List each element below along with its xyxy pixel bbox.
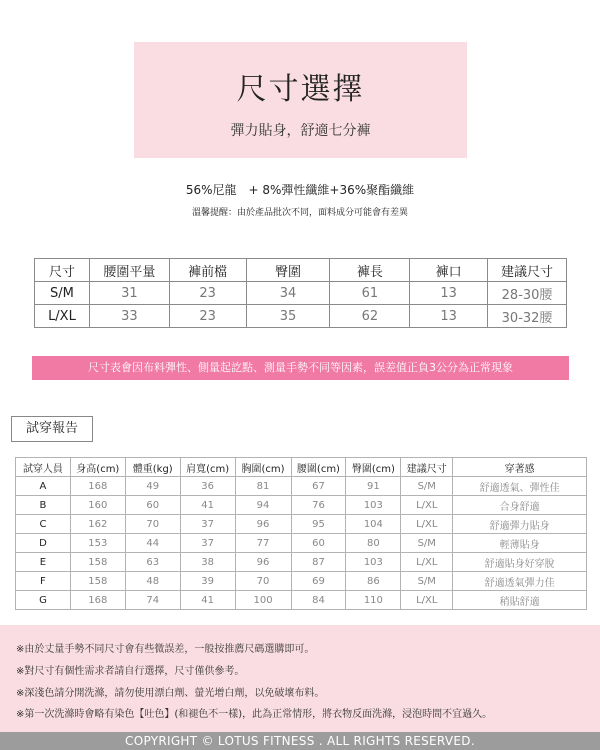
report-row [16,534,587,553]
report-cell: 158 [70,572,125,591]
size-tolerance-note: 尺寸表會因布料彈性、側量起訖點、測量手勢不同等因素，誤差值正負3公分為正常現象 [32,356,569,380]
report-row [16,496,587,515]
report-cell: 153 [70,534,125,553]
care-note: ※第一次洗滌時會略有染色【吐色】(和褪色不一樣)，此為正常情形，將衣物反面洗滌，浸泡時間不宜過久。 [16,709,493,720]
report-cell: G [16,591,71,610]
report-cell: 160 [70,496,125,515]
fitting-report-label: 試穿報告 [11,416,93,442]
report-cell: L/XL [401,496,453,515]
care-notes [0,625,600,733]
report-cell: 49 [125,477,180,496]
report-cell: E [16,553,71,572]
report-cell: 60 [291,534,346,553]
report-cell: 37 [180,534,235,553]
report-cell: L/XL [401,515,453,534]
report-cell: S/M [401,572,453,591]
size-table-header [35,259,567,282]
report-header-cell: 試穿人員 [16,458,71,477]
report-cell: 96 [235,515,291,534]
report-cell: 60 [125,496,180,515]
size-header-cell: 臀圍 [246,259,330,282]
report-cell: 104 [346,515,401,534]
report-cell: 63 [125,553,180,572]
size-cell: 28-30腰 [488,282,567,305]
report-cell: 70 [125,515,180,534]
report-header-cell: 腰圍(cm) [291,458,346,477]
report-header-row [16,458,587,477]
report-cell: 91 [346,477,401,496]
report-cell: 舒適貼身好穿脫 [453,553,587,572]
fitting-report-table [15,457,587,610]
report-cell: 舒適彈力貼身 [453,515,587,534]
size-cell: 30-32腰 [488,305,567,328]
report-cell: 38 [180,553,235,572]
report-cell: B [16,496,71,515]
report-header-cell: 建議尺寸 [401,458,453,477]
size-header-cell: 建議尺寸 [488,259,567,282]
report-cell: 168 [70,477,125,496]
report-row [16,572,587,591]
report-row [16,477,587,496]
report-row [16,553,587,572]
report-header-cell: 體重(kg) [125,458,180,477]
care-note: ※由於丈量手勢不同尺寸會有些微誤差，一般按推薦尺碼選購即可。 [16,644,315,655]
report-cell: 44 [125,534,180,553]
report-cell: 74 [125,591,180,610]
report-cell: A [16,477,71,496]
report-cell: 36 [180,477,235,496]
report-cell: 100 [235,591,291,610]
size-header-cell: 腰圍平量 [89,259,169,282]
report-cell: D [16,534,71,553]
report-header-cell: 身高(cm) [70,458,125,477]
size-header-cell: 褲前檔 [169,259,246,282]
size-cell: 34 [246,282,330,305]
size-header-cell: 褲口 [410,259,488,282]
size-header-cell: 尺寸 [35,259,90,282]
material-warning: 溫馨提醒：由於產品批次不同，面料成分可能會有差異 [191,208,408,218]
report-cell: 103 [346,553,401,572]
report-cell: 96 [235,553,291,572]
report-cell: 37 [180,515,235,534]
report-row [16,591,587,610]
report-header-cell: 肩寬(cm) [180,458,235,477]
report-cell: 舒適透氣、彈性佳 [453,477,587,496]
report-cell: 輕薄貼身 [453,534,587,553]
size-cell: 62 [330,305,410,328]
size-cell: 23 [169,282,246,305]
size-cell: 61 [330,282,410,305]
report-cell: 76 [291,496,346,515]
size-cell: S/M [35,282,90,305]
size-table-row [35,282,567,305]
report-cell: 87 [291,553,346,572]
report-cell: 合身舒適 [453,496,587,515]
size-cell: 31 [89,282,169,305]
report-cell: 67 [291,477,346,496]
report-cell: 94 [235,496,291,515]
material-composition: 56%尼龍 + 8%彈性纖維+36%聚酯纖維 [185,183,415,197]
report-header-cell: 臀圍(cm) [346,458,401,477]
report-header-cell: 穿著感 [453,458,587,477]
size-cell: 23 [169,305,246,328]
page-subtitle: 彈力貼身，舒適七分褲 [230,123,371,139]
report-cell: 77 [235,534,291,553]
report-cell: S/M [401,477,453,496]
size-table [34,258,567,328]
care-note: ※深淺色請分開洗滌，請勿使用漂白劑、螢光增白劑，以免破壞布料。 [16,688,325,699]
report-cell: 81 [235,477,291,496]
report-cell: 162 [70,515,125,534]
report-cell: 158 [70,553,125,572]
size-cell: 35 [246,305,330,328]
size-cell: 13 [410,282,488,305]
size-cell: L/XL [35,305,90,328]
report-cell: 103 [346,496,401,515]
report-cell: 84 [291,591,346,610]
size-cell: 33 [89,305,169,328]
report-cell: S/M [401,534,453,553]
copyright-bar: COPYRIGHT © LOTUS FITNESS . ALL RIGHTS RESERVED. [0,732,600,750]
report-header-cell: 胸圍(cm) [235,458,291,477]
care-note: ※對尺寸有個性需求者請自行選擇，尺寸僅供參考。 [16,666,245,677]
title-banner [134,42,467,158]
report-cell: 41 [180,496,235,515]
size-table-row [35,305,567,328]
report-cell: L/XL [401,553,453,572]
page-title: 尺寸選擇 [236,72,365,107]
size-cell: 13 [410,305,488,328]
report-cell: 86 [346,572,401,591]
report-cell: C [16,515,71,534]
report-row [16,515,587,534]
report-cell: 110 [346,591,401,610]
report-cell: 168 [70,591,125,610]
report-cell: 41 [180,591,235,610]
report-cell: 80 [346,534,401,553]
report-cell: 70 [235,572,291,591]
report-cell: F [16,572,71,591]
report-cell: L/XL [401,591,453,610]
report-cell: 95 [291,515,346,534]
report-cell: 稍貼舒適 [453,591,587,610]
report-cell: 69 [291,572,346,591]
size-header-cell: 褲長 [330,259,410,282]
report-cell: 48 [125,572,180,591]
report-cell: 舒適透氣彈力佳 [453,572,587,591]
report-cell: 39 [180,572,235,591]
